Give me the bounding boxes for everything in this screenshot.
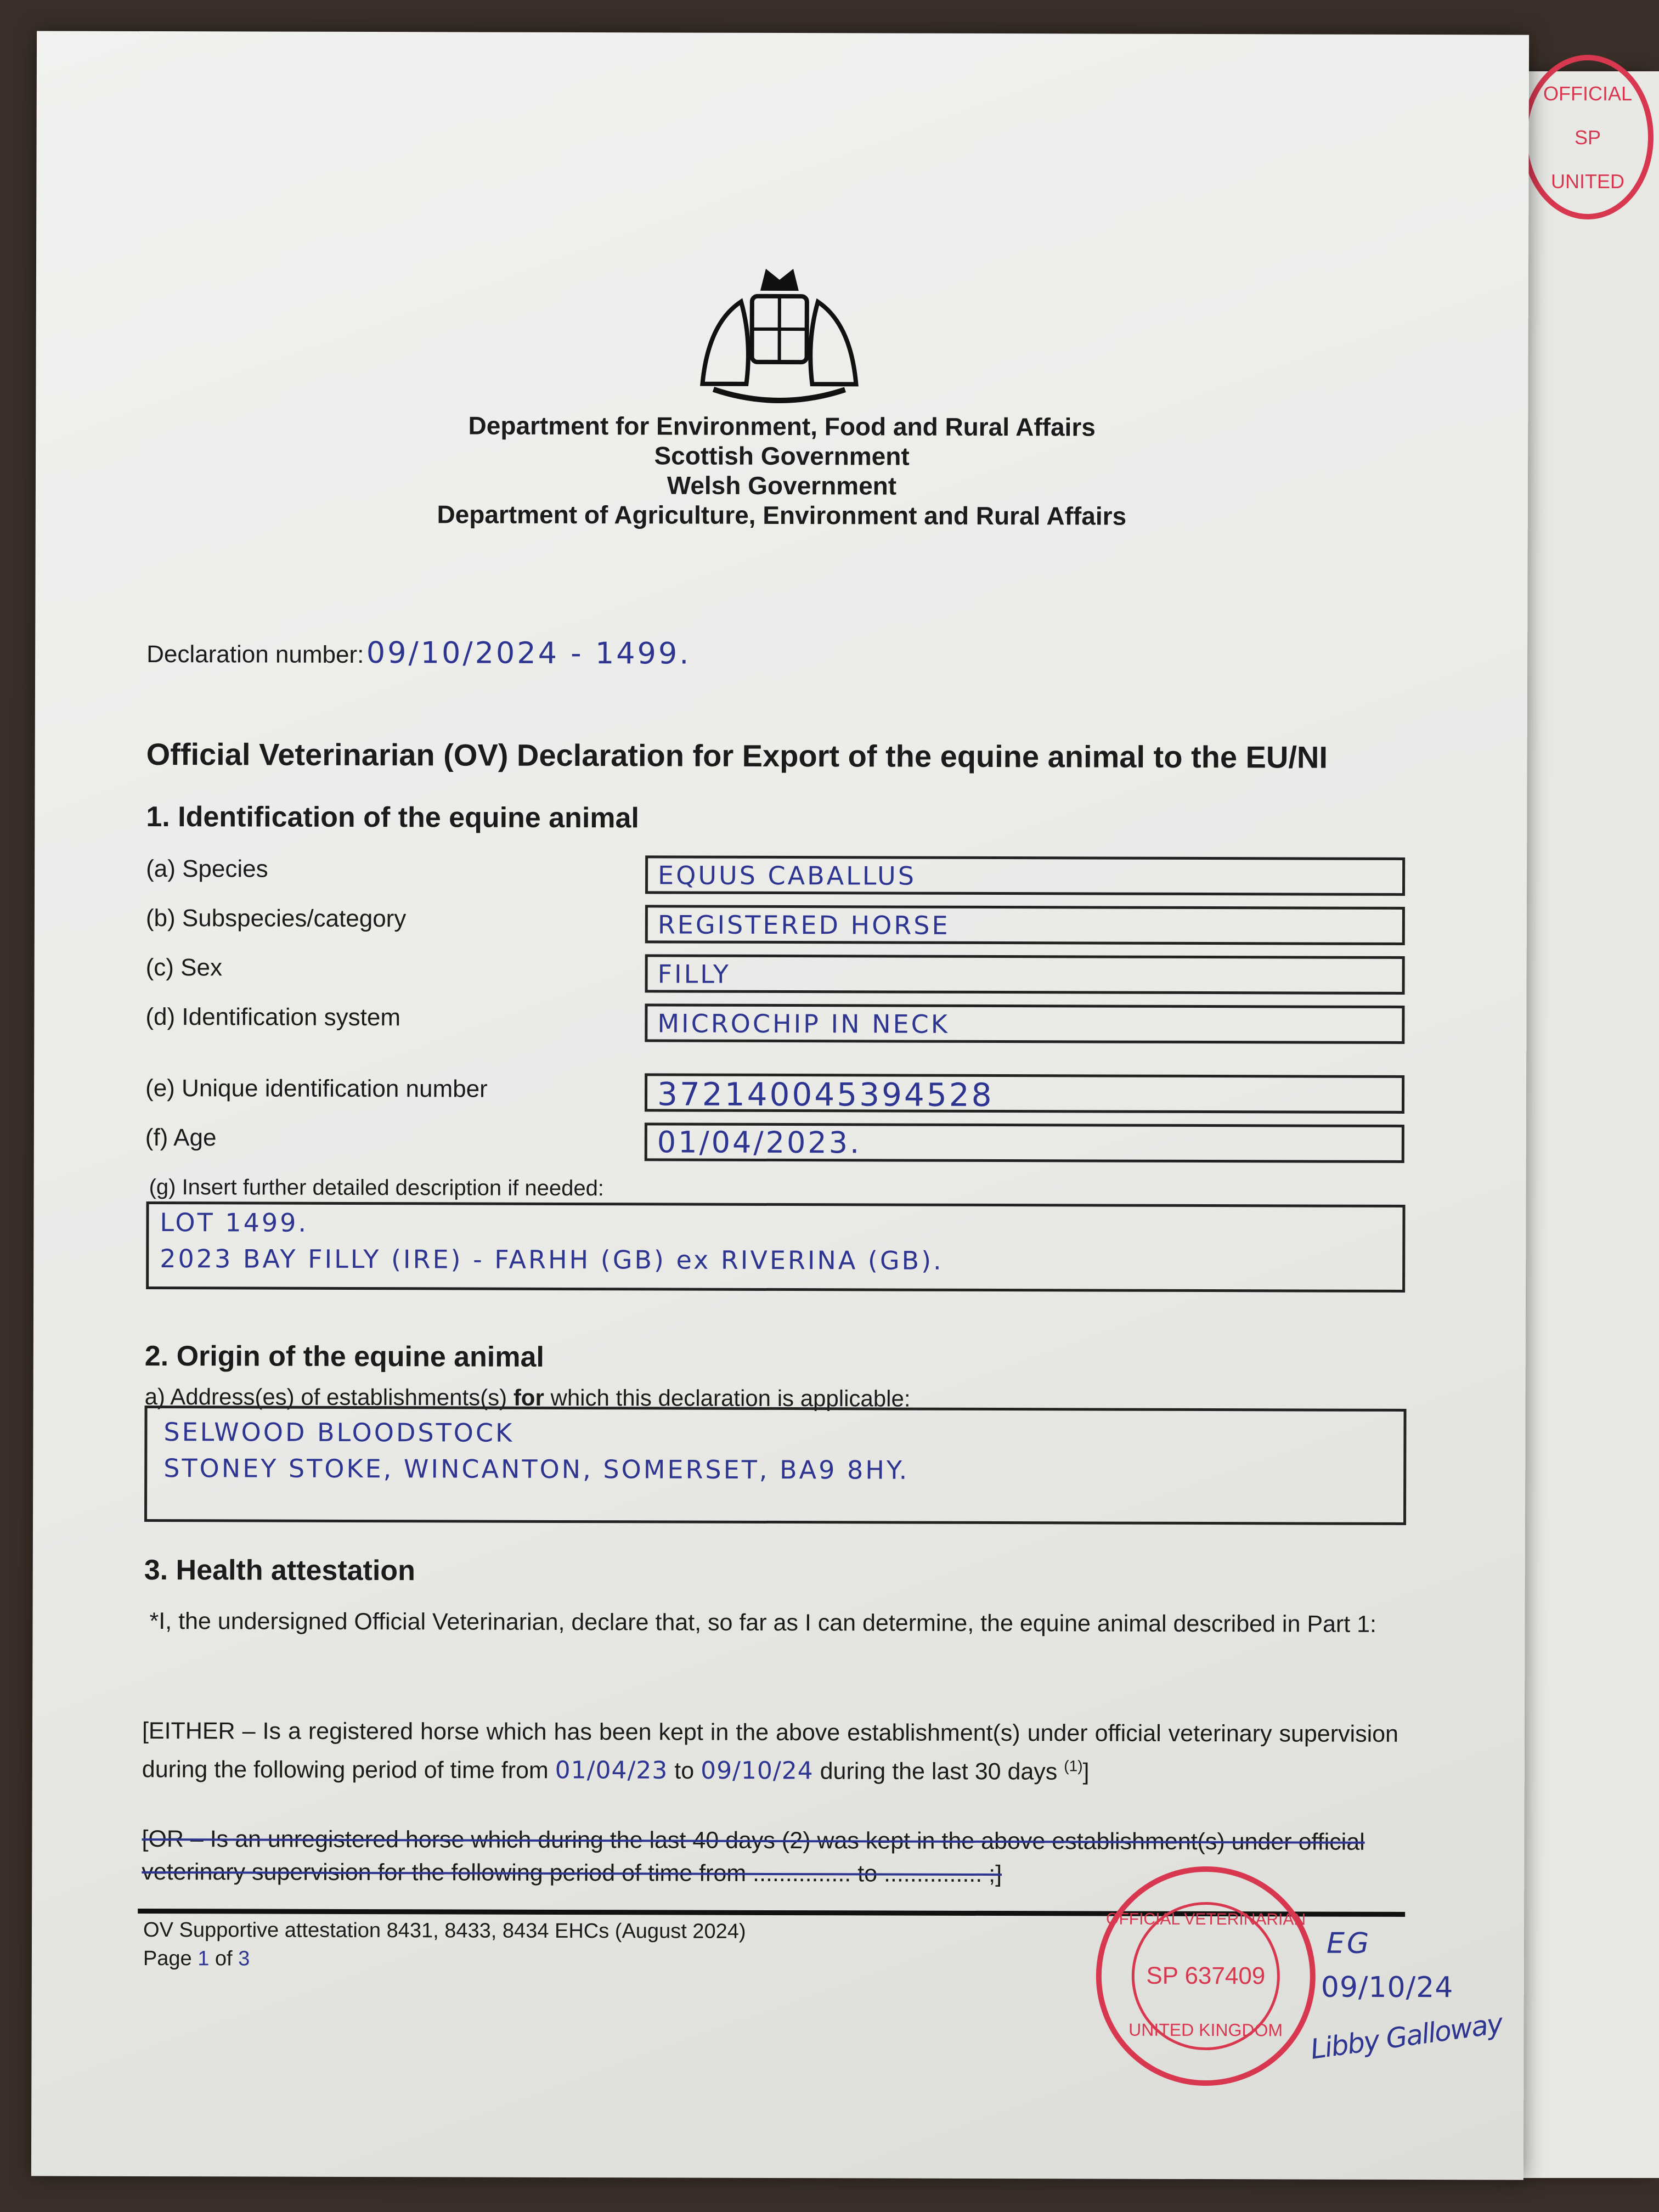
page-number: 1: [198, 1947, 210, 1971]
address-line-1: SELWOOD BLOODSTOCK: [163, 1417, 515, 1448]
header-line-3: Welsh Government: [667, 471, 897, 500]
sex-field: FILLY: [645, 954, 1405, 995]
declaration-number-value: 09/10/2024 - 1499.: [366, 635, 691, 671]
side-stamp-text: OFFICIAL: [1543, 82, 1633, 105]
attestation-either: [142, 1714, 1398, 1789]
uid-label: (e) Unique identification number: [145, 1074, 488, 1103]
age-field: 01/04/2023.: [645, 1122, 1404, 1163]
description-box: [146, 1201, 1405, 1293]
attestation-intro: *I, the undersigned Official Veterinarian, declare that, so far as I can determine, the equine animal described in Part 1:: [149, 1607, 1377, 1638]
signoff-date: 09/10/24: [1321, 1971, 1454, 2005]
footer-attestation: OV Supportive attestation 8431, 8433, 8434 EHCs (August 2024): [143, 1918, 746, 1943]
subspecies-field: REGISTERED HORSE: [645, 905, 1405, 945]
description-label: (g) Insert further detailed description if needed:: [149, 1175, 605, 1201]
sex-label: (c) Sex: [145, 953, 223, 981]
address-line-2: STONEY STOKE, WINCANTON, SOMERSET, BA9 8HY.: [163, 1453, 910, 1485]
section-2-heading: 2. Origin of the equine animal: [144, 1340, 544, 1373]
section-1-heading: 1. Identification of the equine animal: [146, 800, 640, 834]
royal-coat-of-arms-icon: [691, 258, 867, 412]
second-page: [1514, 71, 1659, 2178]
declaration-number: [146, 635, 691, 671]
identification-system-label: (d) Identification system: [145, 1003, 401, 1031]
identification-system-field: MICROCHIP IN NECK: [645, 1003, 1404, 1044]
document-title: Official Veterinarian (OV) Declaration for Export of the equine animal to the EU/NI: [146, 736, 1328, 775]
species-field: EQUUS CABALLUS: [645, 855, 1405, 896]
declaration-number-label: Declaration number:: [146, 640, 364, 669]
either-end: ]: [1082, 1758, 1090, 1785]
stamp-number: SP 637409: [1146, 1962, 1266, 1990]
attestation-or-struck: [OR – Is an unregistered horse which during the last 40 days (2) was kept in the above establishment(s) under official veterinary supervision for the following period of time from ............... to ............... ;]: [142, 1825, 1365, 1888]
page-total: 3: [238, 1947, 250, 1971]
either-to-date: 09/10/24: [701, 1756, 814, 1785]
signoff-initials: EG: [1326, 1927, 1372, 1960]
stamp-bottom-text: UNITED KINGDOM: [1128, 2019, 1283, 2040]
species-label: (a) Species: [146, 855, 268, 883]
address-label-pre: a) Address(es) of establishments(s): [144, 1383, 514, 1410]
either-footnote: (1): [1064, 1757, 1083, 1775]
either-from-date: 01/04/23: [555, 1756, 668, 1785]
either-post: during the last 30 days: [813, 1758, 1064, 1785]
either-to-label: to: [668, 1757, 701, 1784]
page-label: Page: [143, 1946, 198, 1971]
subspecies-label: (b) Subspecies/category: [145, 904, 407, 933]
footer-page: [143, 1947, 250, 1971]
address-box: [144, 1406, 1407, 1525]
official-veterinarian-stamp: [1096, 1866, 1316, 2086]
address-label-bold: for: [513, 1384, 544, 1410]
header-line-4: Department of Agriculture, Environment and Rural Affairs: [437, 500, 1127, 531]
page-of: of: [209, 1947, 239, 1971]
side-stamp: [1522, 55, 1654, 219]
description-line-1: LOT 1499.: [160, 1207, 309, 1238]
declaration-page: [31, 31, 1529, 2180]
uid-field: 372140045394528: [645, 1073, 1404, 1114]
stamp-top-text: OFFICIAL VETERINARIAN: [1106, 1910, 1306, 1929]
side-stamp-number: SP: [1574, 126, 1601, 149]
either-text: [EITHER – Is a registered horse which has been kept in the above establishment(s) under official veterinary supervision during the following period of time from: [142, 1717, 1399, 1784]
signature: Libby Galloway: [1308, 2007, 1504, 2066]
section-3-heading: 3. Health attestation: [144, 1554, 415, 1587]
side-stamp-bottom: UNITED: [1551, 170, 1624, 193]
age-label: (f) Age: [145, 1124, 217, 1152]
address-label-post: which this declaration is applicable:: [544, 1384, 911, 1412]
description-line-2: 2023 BAY FILLY (IRE) - FARHH (GB) ex RIVERINA (GB).: [160, 1244, 944, 1276]
header-line-1: Department for Environment, Food and Rural Affairs: [468, 411, 1096, 442]
header-line-2: Scottish Government: [654, 441, 910, 471]
